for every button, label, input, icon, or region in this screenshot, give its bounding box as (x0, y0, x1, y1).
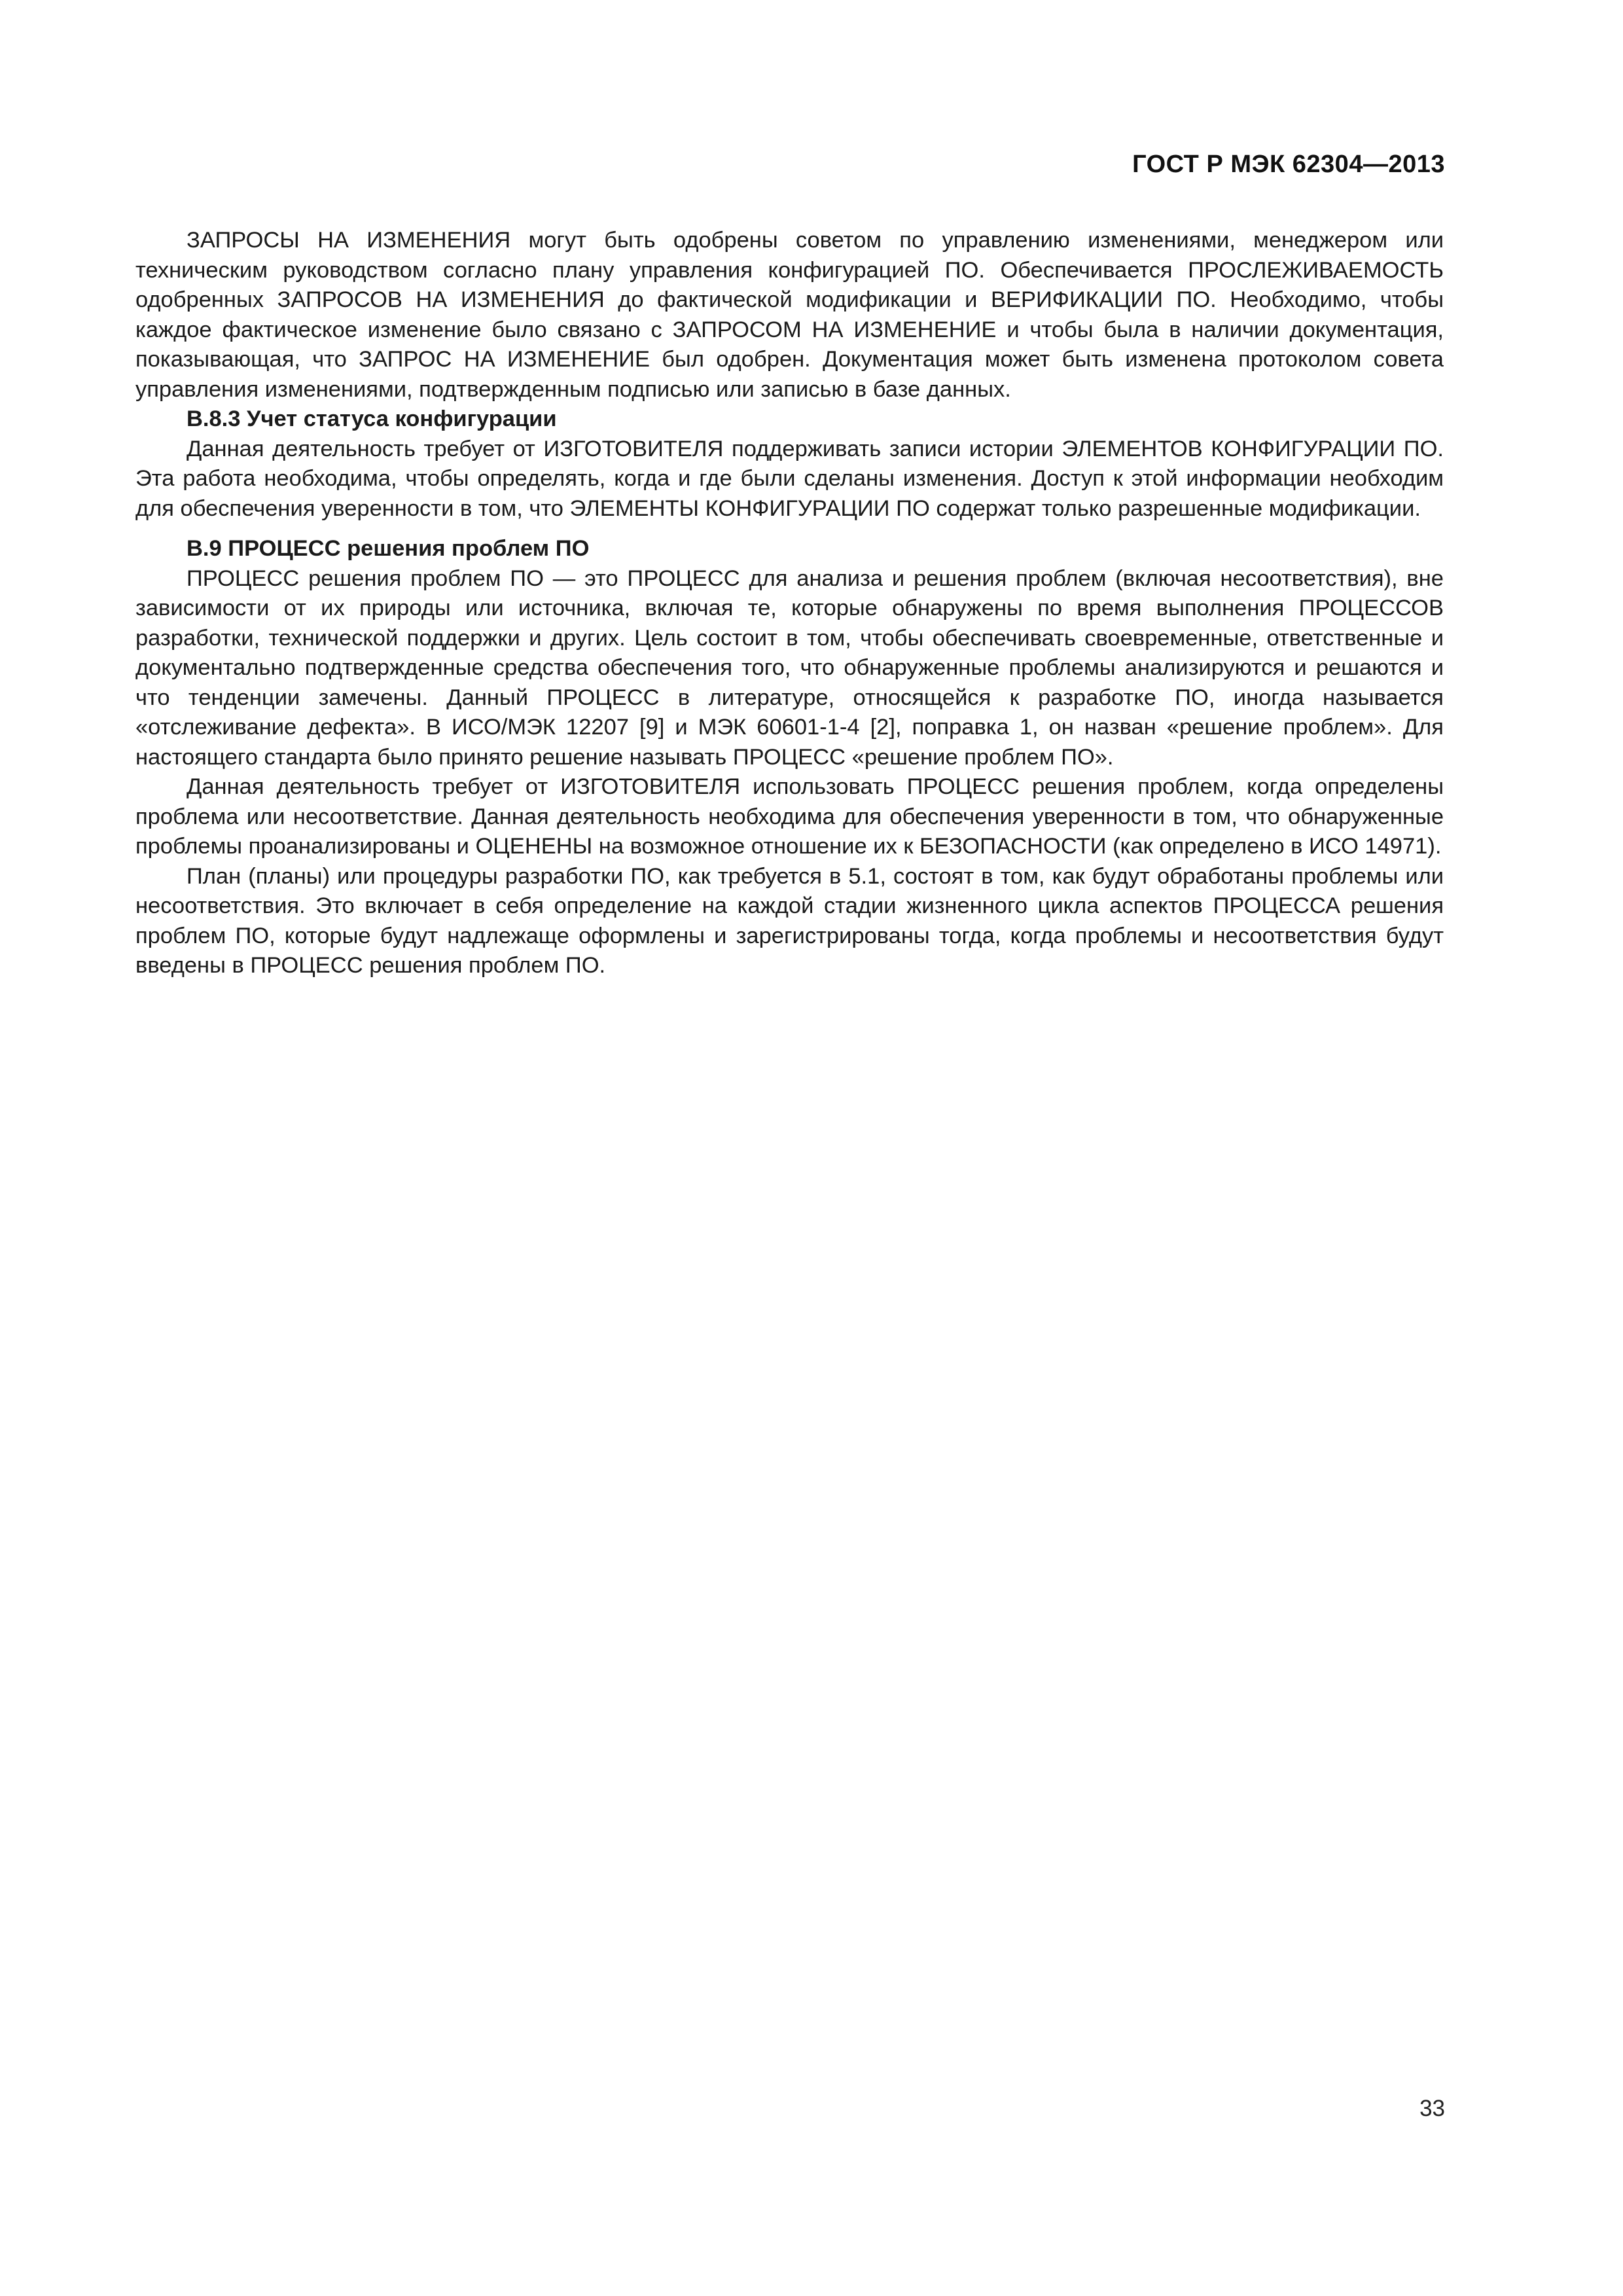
paragraph-problem-resolution: ПРОЦЕСС решения проблем ПО — это ПРОЦЕСС для анализа и решения проблем (включая несоответствия), вне зависимости от их природы или источника, включая те, которые обнаружены по время выполнения ПРОЦЕССОВ разработки, технической поддержки и других. Цель состоит в том, чтобы обеспечивать своевременные, ответственные и документально подтвержденные средства обеспечения того, что обнаруженные проблемы анализируются и решаются и что тенденции замечены. Данный ПРОЦЕСС в литературе, относящейся к разработке ПО, иногда называется «отслеживание дефекта». В ИСО/МЭК 12207 [9] и МЭК 60601-1-4 [2], поправка 1, он назван «решение проблем». Для настоящего стандарта было принято решение называть ПРОЦЕСС «решение проблем ПО». (135, 565, 1444, 770)
paragraph-development-plan: План (планы) или процедуры разработки ПО, как требуется в 5.1, состоят в том, как будут обработаны проблемы или несоответствия. Это включает в себя определение на каждой стадии жизненного цикла аспектов ПРОЦЕССА решения проблем ПО, которые будут надлежаще оформлены и зарегистрированы тогда, когда проблемы и несоответствия будут введены в ПРОЦЕСС решения проблем ПО. (135, 863, 1444, 978)
paragraph-config-status: Данная деятельность требует от ИЗГОТОВИТЕЛЯ поддерживать записи истории ЭЛЕМЕНТОВ КОНФИГУРАЦИИ ПО. Эта работа необходима, чтобы определять, когда и где были сделаны изменения. Доступ к этой информации необходим для обеспечения уверенности в том, что ЭЛЕМЕНТЫ КОНФИГУРАЦИИ ПО содержат только разрешенные модификации. (135, 436, 1444, 521)
paragraph-manufacturer-activity: Данная деятельность требует от ИЗГОТОВИТЕЛЯ использовать ПРОЦЕСС решения проблем, когда определены проблема или несоответствие. Данная деятельность необходима для обеспечения уверенности в том, что обнаруженные проблемы проанализированы и ОЦЕНЕНЫ на возможное отношение их к БЕЗОПАСНОСТИ (как определено в ИСО 14971). (135, 774, 1444, 859)
document-code: ГОСТ Р МЭК 62304—2013 (1132, 151, 1445, 178)
page-number: 33 (1419, 2096, 1445, 2121)
section-heading-b83: В.8.3 Учет статуса конфигурации (187, 406, 557, 431)
paragraph-change-requests: ЗАПРОСЫ НА ИЗМЕНЕНИЯ могут быть одобрены советом по управлению изменениями, менеджером или техническим руководством согласно плану управления конфигурацией ПО. Обеспечивается ПРОСЛЕЖИВАЕМОСТЬ одобренных ЗАПРОСОВ НА ИЗМЕНЕНИЯ до фактической модификации и ВЕРИФИКАЦИИ ПО. Необходимо, чтобы каждое фактическое изменение было связано с ЗАПРОСОМ НА ИЗМЕНЕНИЕ и чтобы была в наличии документация, показывающая, что ЗАПРОС НА ИЗМЕНЕНИЕ был одобрен. Документация может быть изменена протоколом совета управления изменениями, подтвержденным подписью или записью в базе данных. (135, 228, 1444, 402)
document-body (135, 226, 1444, 981)
section-heading-b9: В.9 ПРОЦЕСС решения проблем ПО (187, 536, 590, 561)
